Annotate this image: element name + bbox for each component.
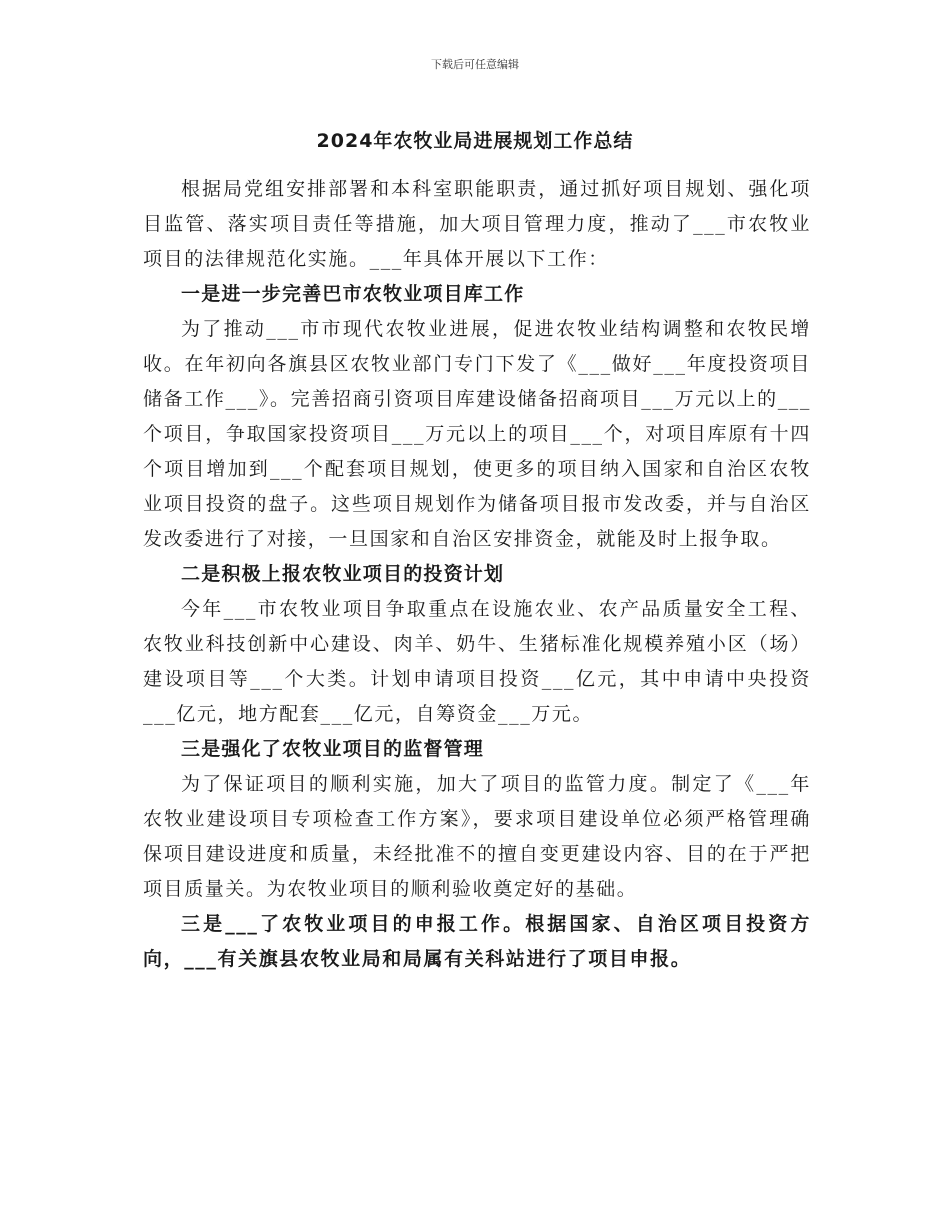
document-body [143,172,811,977]
header-note: 下载后可任意编辑 [431,58,519,71]
section-body-4: 三是___了农牧业项目的申报工作。根据国家、自治区项目投资方向，___有关旗县农牧业局和局属有关科站进行了项目申报。 [143,913,811,970]
section-heading-3: 三是强化了农牧业项目的监督管理 [181,738,485,760]
document-title: 2024年农牧业局进展规划工作总结 [316,130,634,152]
section-body-2: 今年___市农牧业项目争取重点在设施农业、农产品质量安全工程、农牧业科技创新中心建设、肉羊、奶牛、生猪标准化规模养殖小区（场）建设项目等___个大类。计划申请项目投资___亿元，其中申请中央投资___亿元，地方配套___亿元，自筹资金___万元。 [143,598,811,725]
intro-paragraph: 根据局党组安排部署和本科室职能职责，通过抓好项目规划、强化项目监管、落实项目责任等措施，加大项目管理力度，推动了___市农牧业项目的法律规范化实施。___年具体开展以下工作： [143,178,811,270]
section-body-3: 为了保证项目的顺利实施，加大了项目的监管力度。制定了《___年农牧业建设项目专项检查工作方案》，要求项目建设单位必须严格管理确保项目建设进度和质量，未经批准不的擅自变更建设内容、目的在于严把项目质量关。为农牧业项目的顺利验收奠定好的基础。 [143,773,811,900]
section-heading-2: 二是积极上报农牧业项目的投资计划 [181,563,505,585]
section-body-1: 为了推动___市市现代农牧业进展，促进农牧业结构调整和农牧民增收。在年初向各旗县区农牧业部门专门下发了《___做好___年度投资项目储备工作___》。完善招商引资项目库建设储备招商项目___万元以上的___个项目，争取国家投资项目___万元以上的项目___个，对项目库原有十四个项目增加到___个配套项目规划，使更多的项目纳入国家和自治区农牧业项目投资的盘子。这些项目规划作为储备项目报市发改委，并与自治区发改委进行了对接，一旦国家和自治区安排资金，就能及时上报争取。 [143,318,811,550]
section-heading-1: 一是进一步完善巴市农牧业项目库工作 [181,283,525,305]
